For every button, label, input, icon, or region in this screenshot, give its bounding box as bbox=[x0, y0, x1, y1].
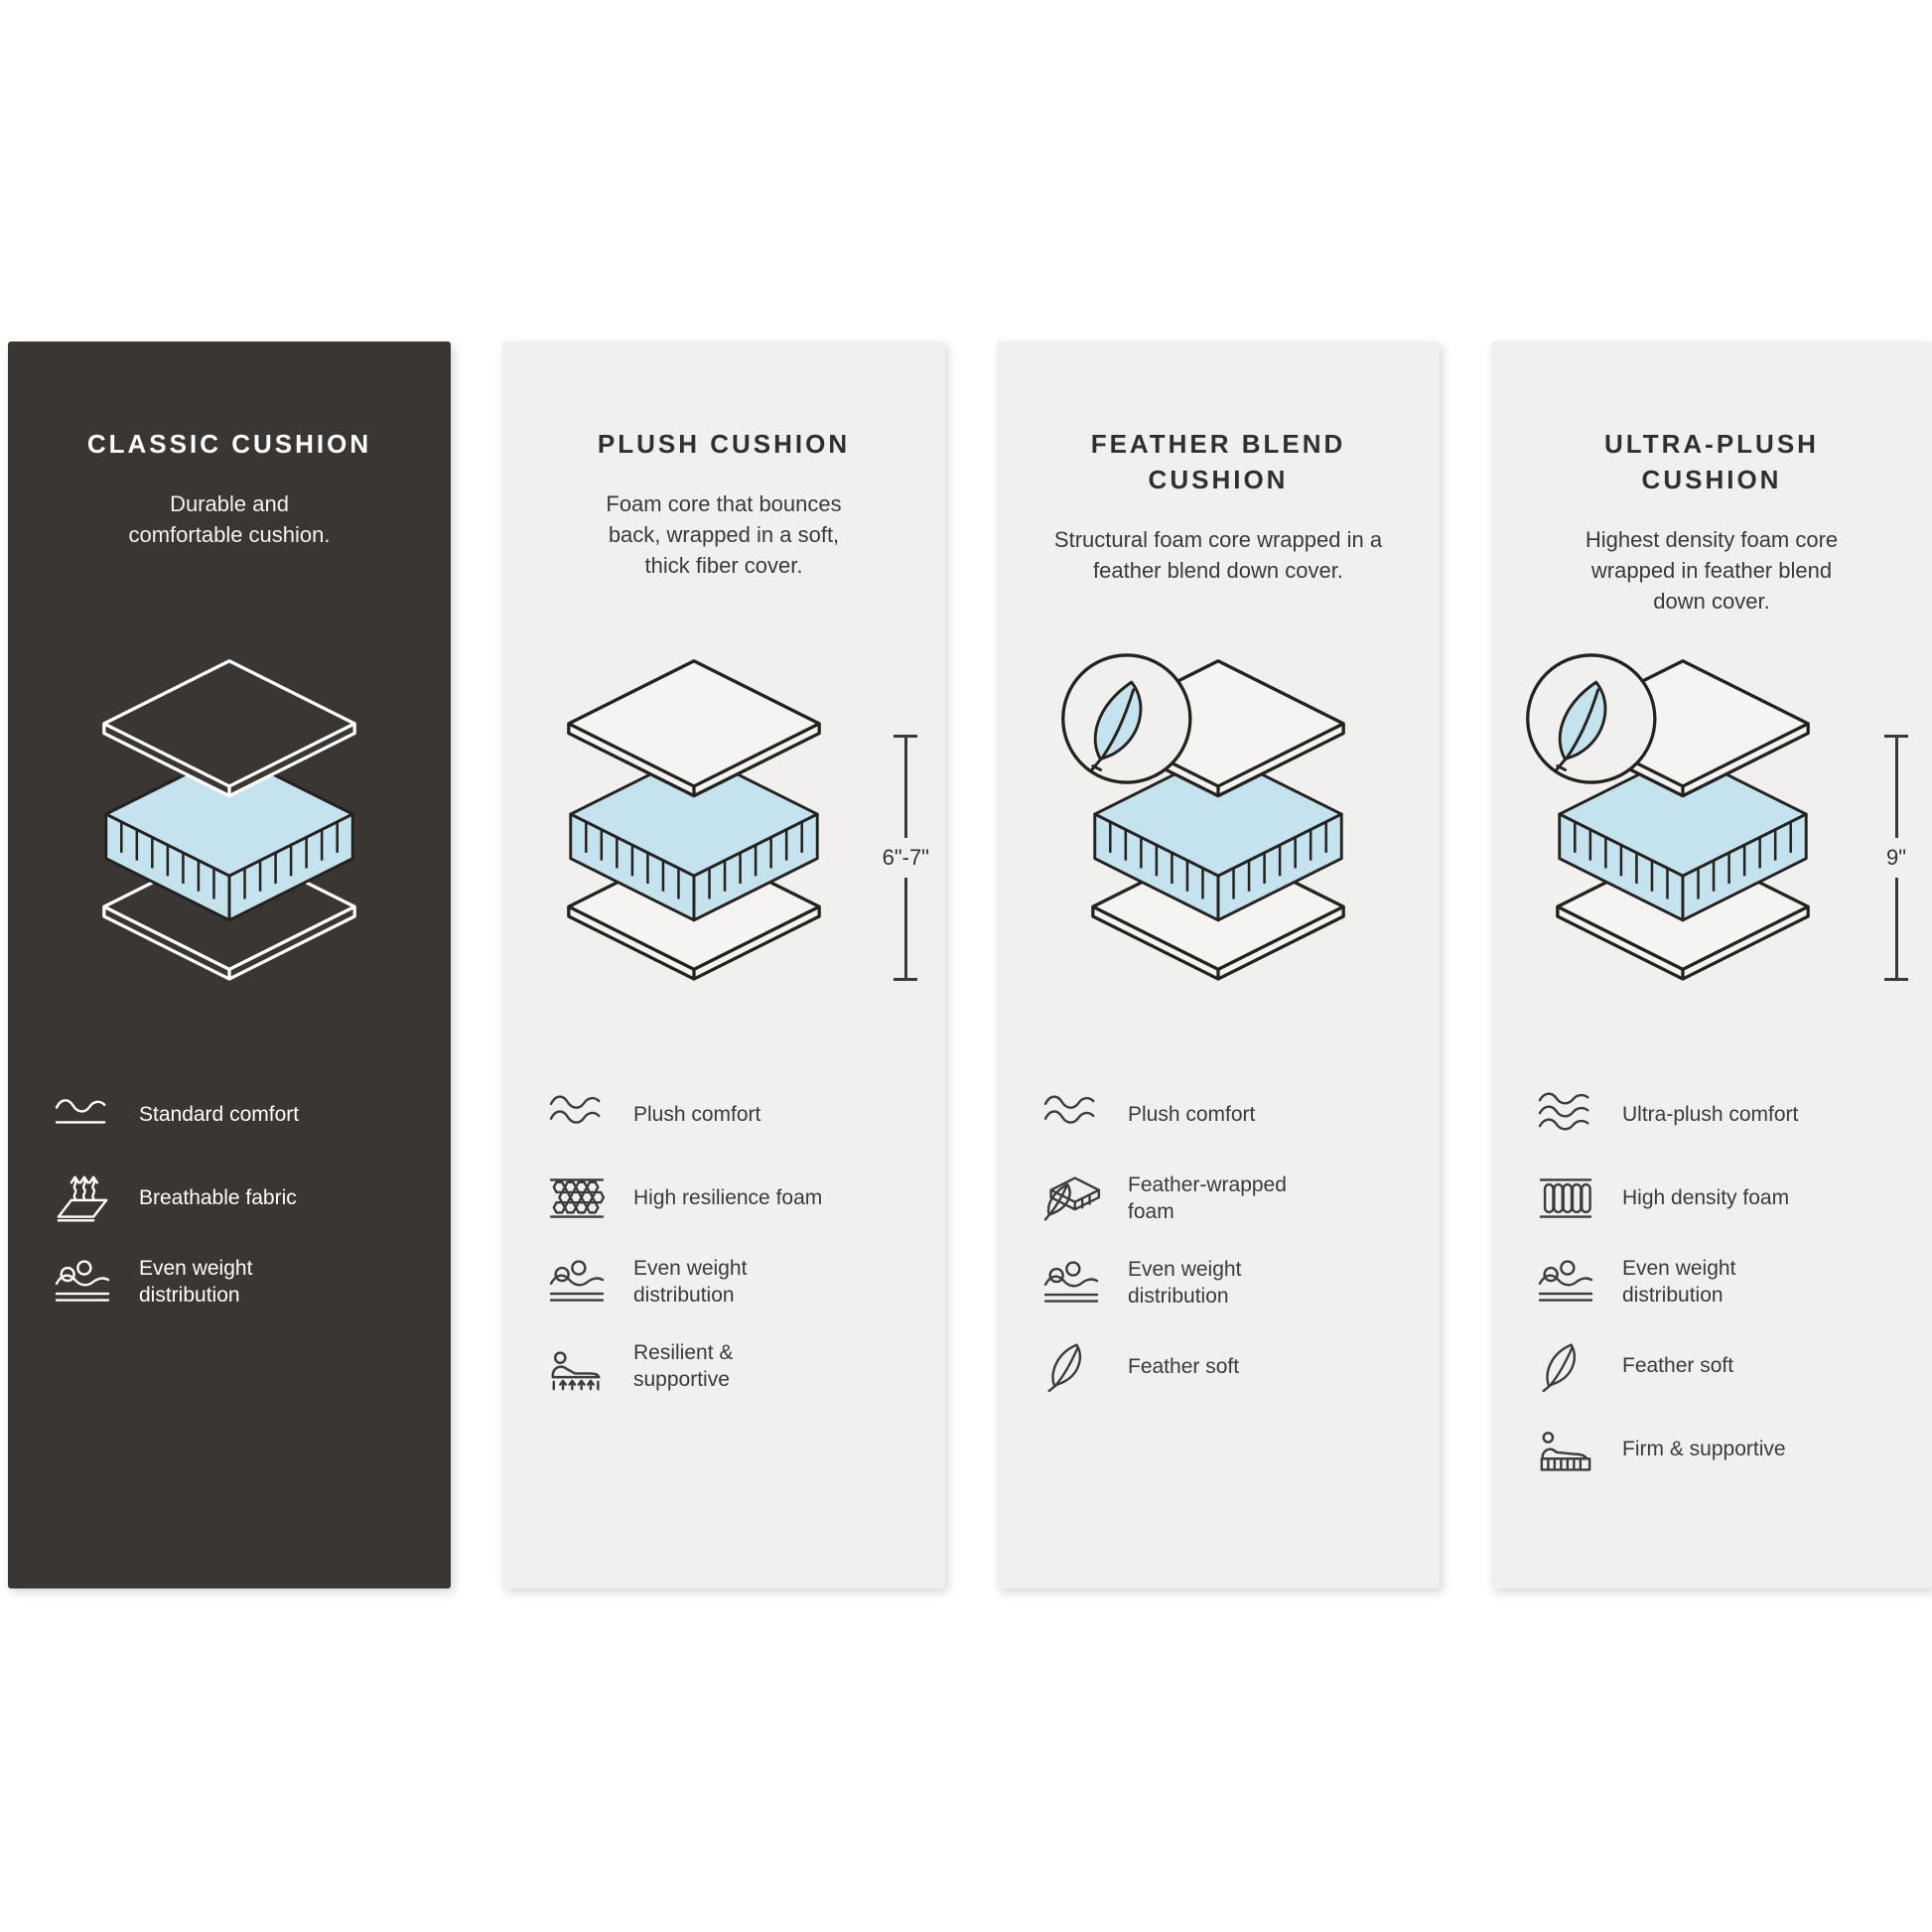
feature-label: Even weight distribution bbox=[1622, 1257, 1736, 1308]
top-cover-layer bbox=[569, 661, 819, 796]
feature-list bbox=[1535, 1088, 1916, 1476]
top-cover-layer bbox=[104, 661, 354, 796]
feature-list bbox=[1040, 1088, 1424, 1393]
feature-label: Plush comfort bbox=[633, 1103, 761, 1127]
feather-wrapped-foam-icon bbox=[1040, 1173, 1102, 1224]
waves-icon bbox=[1535, 1089, 1596, 1141]
waves-icon bbox=[546, 1089, 608, 1141]
feature-row bbox=[1040, 1172, 1424, 1226]
waves-icon bbox=[1040, 1089, 1102, 1141]
height-ruler bbox=[883, 735, 929, 981]
feature-label: Feather-wrapped foam bbox=[1128, 1173, 1287, 1224]
feature-label: Firm & supportive bbox=[1622, 1437, 1786, 1460]
breathable-fabric-icon bbox=[52, 1173, 113, 1224]
panel-title: CLASSIC CUSHION bbox=[86, 429, 372, 459]
ruler-stem bbox=[1895, 738, 1898, 838]
feature-list bbox=[52, 1088, 435, 1310]
cushion-layers-diagram bbox=[502, 639, 945, 1036]
feature-label: High resilience foam bbox=[633, 1186, 823, 1210]
feather-badge-icon bbox=[1528, 655, 1655, 782]
cushion-exploded-illustration bbox=[1519, 651, 1847, 983]
panel-header bbox=[1017, 427, 1420, 586]
feature-label: Breathable fabric bbox=[139, 1186, 297, 1210]
honeycomb-foam-icon bbox=[546, 1173, 608, 1224]
even-weight-icon bbox=[546, 1256, 608, 1308]
feature-row bbox=[52, 1255, 435, 1310]
feature-row bbox=[1535, 1088, 1916, 1142]
feature-row bbox=[1535, 1423, 1916, 1476]
waves-icon bbox=[52, 1089, 113, 1141]
feature-row bbox=[52, 1172, 435, 1225]
cushion-exploded-illustration bbox=[1054, 651, 1382, 983]
cushion-exploded-illustration bbox=[530, 651, 858, 983]
panel-plush-cushion bbox=[502, 342, 945, 1588]
feather-badge-icon bbox=[1063, 655, 1190, 782]
feature-label: Standard comfort bbox=[139, 1103, 300, 1127]
feather-icon bbox=[1040, 1340, 1102, 1392]
feature-label: Feather soft bbox=[1622, 1353, 1734, 1377]
panel-ultra-plush-cushion bbox=[1491, 342, 1932, 1588]
panel-title: PLUSH CUSHION bbox=[597, 429, 851, 459]
cushion-exploded-illustration bbox=[66, 651, 393, 983]
feature-row bbox=[546, 1255, 929, 1310]
cushion-layers-diagram bbox=[8, 639, 451, 1036]
panel-description: Highest density foam core wrapped in feather blend down cover. bbox=[1585, 526, 1839, 615]
ruler-bottom-cap bbox=[1884, 978, 1908, 981]
panel-description: Foam core that bounces back, wrapped in a soft, thick fiber cover. bbox=[606, 490, 842, 579]
feature-row bbox=[1535, 1255, 1916, 1310]
feature-label: Even weight distribution bbox=[1128, 1257, 1242, 1308]
feature-list bbox=[546, 1088, 929, 1393]
height-label: 9" bbox=[1885, 845, 1907, 870]
panel-title: ULTRA-PLUSH CUSHION bbox=[1604, 429, 1819, 494]
feature-label: Even weight distribution bbox=[633, 1257, 748, 1308]
feature-label: Plush comfort bbox=[1128, 1103, 1256, 1127]
panel-classic-cushion bbox=[8, 342, 451, 1588]
feature-label: Feather soft bbox=[1128, 1354, 1240, 1378]
panel-header bbox=[28, 427, 431, 550]
feature-row bbox=[546, 1339, 929, 1394]
panel-description: Structural foam core wrapped in a feather blend down cover. bbox=[1053, 526, 1383, 583]
high-density-foam-icon bbox=[1535, 1173, 1596, 1224]
even-weight-icon bbox=[1535, 1256, 1596, 1308]
even-weight-icon bbox=[52, 1256, 113, 1308]
height-label: 6"-7" bbox=[882, 845, 929, 870]
feature-row bbox=[546, 1172, 929, 1225]
feather-icon bbox=[1535, 1340, 1596, 1392]
height-ruler bbox=[1884, 735, 1908, 981]
firm-support-icon bbox=[1535, 1424, 1596, 1475]
cushion-layers-diagram bbox=[1491, 639, 1932, 1036]
feature-row bbox=[1535, 1172, 1916, 1225]
feature-row bbox=[1535, 1339, 1916, 1393]
ruler-stem bbox=[904, 738, 907, 838]
ruler-stem bbox=[1895, 878, 1898, 978]
ruler-bottom-cap bbox=[894, 978, 917, 981]
feature-row bbox=[1040, 1256, 1424, 1311]
panel-description: Durable and comfortable cushion. bbox=[128, 490, 331, 548]
panel-header bbox=[522, 427, 925, 582]
recline-support-icon bbox=[546, 1340, 608, 1392]
ruler-stem bbox=[904, 878, 907, 978]
feature-row bbox=[1040, 1088, 1424, 1142]
even-weight-icon bbox=[1040, 1257, 1102, 1309]
panel-title: FEATHER BLEND CUSHION bbox=[1090, 429, 1346, 494]
feature-label: High density foam bbox=[1622, 1186, 1790, 1210]
feature-label: Ultra-plush comfort bbox=[1622, 1103, 1799, 1127]
feature-label: Even weight distribution bbox=[139, 1257, 253, 1308]
feature-row bbox=[546, 1088, 929, 1142]
cushion-layers-diagram bbox=[997, 639, 1440, 1036]
panel-header bbox=[1511, 427, 1912, 617]
feature-label: Resilient & supportive bbox=[633, 1340, 734, 1391]
panel-feather-blend-cushion bbox=[997, 342, 1440, 1588]
feature-row bbox=[1040, 1339, 1424, 1393]
feature-row bbox=[52, 1088, 435, 1142]
